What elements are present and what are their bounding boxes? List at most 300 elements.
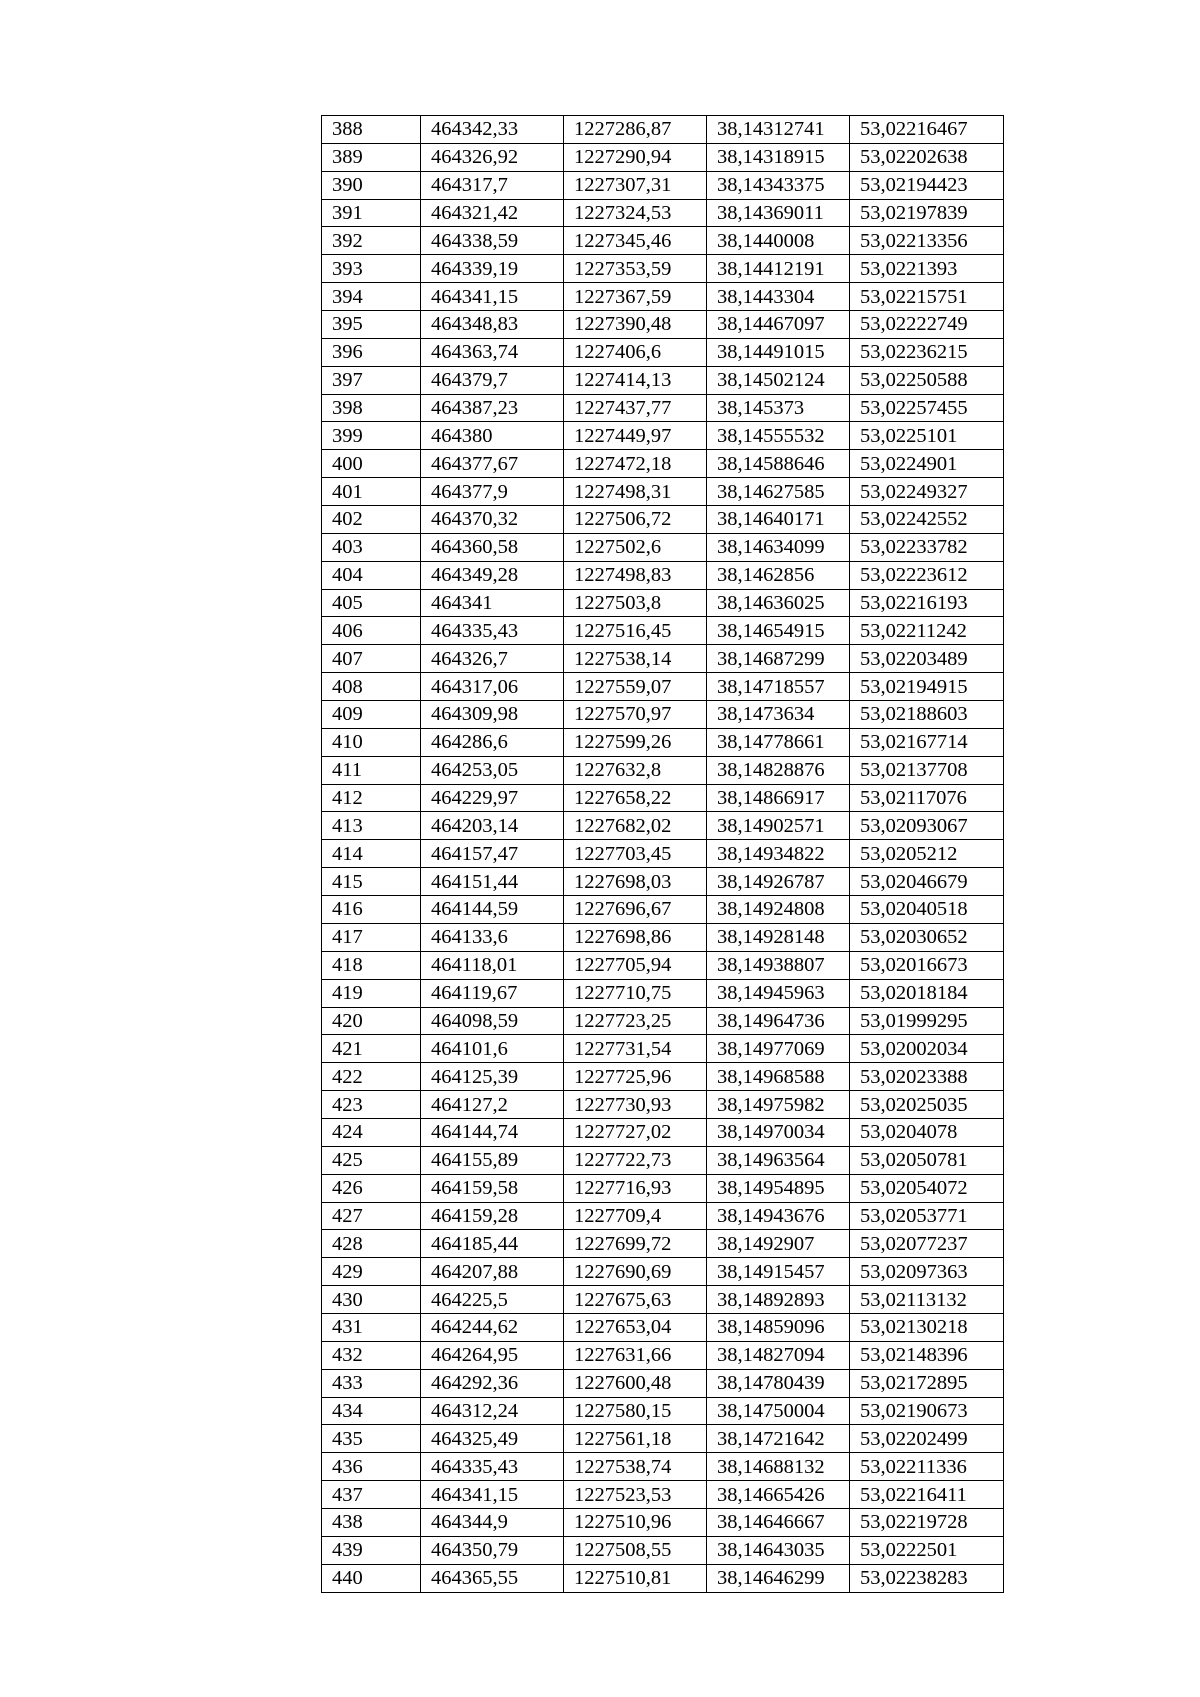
longitude-cell: 38,14902571 bbox=[707, 812, 850, 840]
x-coordinate-cell: 464317,7 bbox=[421, 171, 564, 199]
y-coordinate-cell: 1227506,72 bbox=[564, 506, 707, 534]
longitude-cell: 38,14778661 bbox=[707, 728, 850, 756]
longitude-cell: 38,14640171 bbox=[707, 506, 850, 534]
latitude-cell: 53,02223612 bbox=[850, 561, 1004, 589]
longitude-cell: 38,1473634 bbox=[707, 701, 850, 729]
latitude-cell: 53,0225101 bbox=[850, 422, 1004, 450]
point-number-cell: 412 bbox=[322, 784, 421, 812]
table-row bbox=[322, 533, 1004, 561]
point-number-cell: 397 bbox=[322, 366, 421, 394]
table-row bbox=[322, 1369, 1004, 1397]
y-coordinate-cell: 1227307,31 bbox=[564, 171, 707, 199]
y-coordinate-cell: 1227705,94 bbox=[564, 951, 707, 979]
y-coordinate-cell: 1227658,22 bbox=[564, 784, 707, 812]
table-row bbox=[322, 1118, 1004, 1146]
longitude-cell: 38,14318915 bbox=[707, 143, 850, 171]
x-coordinate-cell: 464203,14 bbox=[421, 812, 564, 840]
x-coordinate-cell: 464157,47 bbox=[421, 840, 564, 868]
longitude-cell: 38,14975982 bbox=[707, 1091, 850, 1119]
table-row bbox=[322, 1286, 1004, 1314]
latitude-cell: 53,02213356 bbox=[850, 227, 1004, 255]
table-row bbox=[322, 1091, 1004, 1119]
point-number-cell: 438 bbox=[322, 1508, 421, 1536]
y-coordinate-cell: 1227561,18 bbox=[564, 1425, 707, 1453]
latitude-cell: 53,02203489 bbox=[850, 645, 1004, 673]
latitude-cell: 53,02190673 bbox=[850, 1397, 1004, 1425]
latitude-cell: 53,02216467 bbox=[850, 116, 1004, 144]
table-row bbox=[322, 1174, 1004, 1202]
longitude-cell: 38,14343375 bbox=[707, 171, 850, 199]
y-coordinate-cell: 1227690,69 bbox=[564, 1258, 707, 1286]
y-coordinate-cell: 1227675,63 bbox=[564, 1286, 707, 1314]
longitude-cell: 38,14643035 bbox=[707, 1536, 850, 1564]
longitude-cell: 38,14718557 bbox=[707, 673, 850, 701]
x-coordinate-cell: 464292,36 bbox=[421, 1369, 564, 1397]
x-coordinate-cell: 464317,06 bbox=[421, 673, 564, 701]
point-number-cell: 405 bbox=[322, 589, 421, 617]
table-row bbox=[322, 506, 1004, 534]
latitude-cell: 53,02053771 bbox=[850, 1202, 1004, 1230]
coordinates-table bbox=[321, 115, 1004, 1593]
table-row bbox=[322, 227, 1004, 255]
point-number-cell: 427 bbox=[322, 1202, 421, 1230]
x-coordinate-cell: 464207,88 bbox=[421, 1258, 564, 1286]
point-number-cell: 389 bbox=[322, 143, 421, 171]
latitude-cell: 53,02137708 bbox=[850, 756, 1004, 784]
point-number-cell: 407 bbox=[322, 645, 421, 673]
y-coordinate-cell: 1227286,87 bbox=[564, 116, 707, 144]
point-number-cell: 437 bbox=[322, 1481, 421, 1509]
longitude-cell: 38,14827094 bbox=[707, 1341, 850, 1369]
point-number-cell: 401 bbox=[322, 478, 421, 506]
y-coordinate-cell: 1227472,18 bbox=[564, 450, 707, 478]
y-coordinate-cell: 1227406,6 bbox=[564, 338, 707, 366]
latitude-cell: 53,02093067 bbox=[850, 812, 1004, 840]
x-coordinate-cell: 464321,42 bbox=[421, 199, 564, 227]
point-number-cell: 422 bbox=[322, 1063, 421, 1091]
y-coordinate-cell: 1227653,04 bbox=[564, 1313, 707, 1341]
longitude-cell: 38,14555532 bbox=[707, 422, 850, 450]
x-coordinate-cell: 464253,05 bbox=[421, 756, 564, 784]
table-row bbox=[322, 143, 1004, 171]
table-row bbox=[322, 338, 1004, 366]
x-coordinate-cell: 464151,44 bbox=[421, 868, 564, 896]
y-coordinate-cell: 1227699,72 bbox=[564, 1230, 707, 1258]
table-row bbox=[322, 422, 1004, 450]
point-number-cell: 411 bbox=[322, 756, 421, 784]
point-number-cell: 414 bbox=[322, 840, 421, 868]
table-row bbox=[322, 840, 1004, 868]
longitude-cell: 38,1462856 bbox=[707, 561, 850, 589]
longitude-cell: 38,14780439 bbox=[707, 1369, 850, 1397]
y-coordinate-cell: 1227631,66 bbox=[564, 1341, 707, 1369]
x-coordinate-cell: 464309,98 bbox=[421, 701, 564, 729]
y-coordinate-cell: 1227503,8 bbox=[564, 589, 707, 617]
point-number-cell: 402 bbox=[322, 506, 421, 534]
x-coordinate-cell: 464101,6 bbox=[421, 1035, 564, 1063]
point-number-cell: 421 bbox=[322, 1035, 421, 1063]
point-number-cell: 433 bbox=[322, 1369, 421, 1397]
y-coordinate-cell: 1227538,74 bbox=[564, 1453, 707, 1481]
y-coordinate-cell: 1227498,83 bbox=[564, 561, 707, 589]
table-row bbox=[322, 589, 1004, 617]
latitude-cell: 53,02211242 bbox=[850, 617, 1004, 645]
y-coordinate-cell: 1227345,46 bbox=[564, 227, 707, 255]
longitude-cell: 38,14964736 bbox=[707, 1007, 850, 1035]
point-number-cell: 415 bbox=[322, 868, 421, 896]
point-number-cell: 410 bbox=[322, 728, 421, 756]
longitude-cell: 38,14646667 bbox=[707, 1508, 850, 1536]
y-coordinate-cell: 1227727,02 bbox=[564, 1118, 707, 1146]
x-coordinate-cell: 464348,83 bbox=[421, 311, 564, 339]
latitude-cell: 53,02222749 bbox=[850, 311, 1004, 339]
y-coordinate-cell: 1227600,48 bbox=[564, 1369, 707, 1397]
latitude-cell: 53,02216411 bbox=[850, 1481, 1004, 1509]
longitude-cell: 38,14646299 bbox=[707, 1564, 850, 1592]
table-row bbox=[322, 1564, 1004, 1592]
latitude-cell: 53,02202499 bbox=[850, 1425, 1004, 1453]
x-coordinate-cell: 464118,01 bbox=[421, 951, 564, 979]
point-number-cell: 399 bbox=[322, 422, 421, 450]
latitude-cell: 53,02148396 bbox=[850, 1341, 1004, 1369]
y-coordinate-cell: 1227696,67 bbox=[564, 896, 707, 924]
latitude-cell: 53,02113132 bbox=[850, 1286, 1004, 1314]
table-row bbox=[322, 1202, 1004, 1230]
x-coordinate-cell: 464335,43 bbox=[421, 617, 564, 645]
point-number-cell: 440 bbox=[322, 1564, 421, 1592]
longitude-cell: 38,14636025 bbox=[707, 589, 850, 617]
table-row bbox=[322, 868, 1004, 896]
latitude-cell: 53,02023388 bbox=[850, 1063, 1004, 1091]
longitude-cell: 38,14412191 bbox=[707, 255, 850, 283]
latitude-cell: 53,02016673 bbox=[850, 951, 1004, 979]
x-coordinate-cell: 464144,74 bbox=[421, 1118, 564, 1146]
table-row bbox=[322, 366, 1004, 394]
table-row bbox=[322, 1258, 1004, 1286]
point-number-cell: 429 bbox=[322, 1258, 421, 1286]
x-coordinate-cell: 464344,9 bbox=[421, 1508, 564, 1536]
x-coordinate-cell: 464185,44 bbox=[421, 1230, 564, 1258]
x-coordinate-cell: 464312,24 bbox=[421, 1397, 564, 1425]
latitude-cell: 53,02219728 bbox=[850, 1508, 1004, 1536]
y-coordinate-cell: 1227716,93 bbox=[564, 1174, 707, 1202]
latitude-cell: 53,02097363 bbox=[850, 1258, 1004, 1286]
y-coordinate-cell: 1227725,96 bbox=[564, 1063, 707, 1091]
point-number-cell: 432 bbox=[322, 1341, 421, 1369]
point-number-cell: 417 bbox=[322, 923, 421, 951]
table-row bbox=[322, 673, 1004, 701]
longitude-cell: 38,14369011 bbox=[707, 199, 850, 227]
latitude-cell: 53,02194915 bbox=[850, 673, 1004, 701]
x-coordinate-cell: 464229,97 bbox=[421, 784, 564, 812]
coordinates-table-body bbox=[322, 116, 1004, 1593]
x-coordinate-cell: 464341 bbox=[421, 589, 564, 617]
y-coordinate-cell: 1227437,77 bbox=[564, 394, 707, 422]
point-number-cell: 403 bbox=[322, 533, 421, 561]
point-number-cell: 393 bbox=[322, 255, 421, 283]
latitude-cell: 53,02236215 bbox=[850, 338, 1004, 366]
latitude-cell: 53,02215751 bbox=[850, 283, 1004, 311]
latitude-cell: 53,02167714 bbox=[850, 728, 1004, 756]
y-coordinate-cell: 1227498,31 bbox=[564, 478, 707, 506]
point-number-cell: 420 bbox=[322, 1007, 421, 1035]
point-number-cell: 428 bbox=[322, 1230, 421, 1258]
x-coordinate-cell: 464119,67 bbox=[421, 979, 564, 1007]
y-coordinate-cell: 1227516,45 bbox=[564, 617, 707, 645]
latitude-cell: 53,02030652 bbox=[850, 923, 1004, 951]
table-row bbox=[322, 728, 1004, 756]
table-row bbox=[322, 1313, 1004, 1341]
point-number-cell: 406 bbox=[322, 617, 421, 645]
point-number-cell: 424 bbox=[322, 1118, 421, 1146]
table-row bbox=[322, 923, 1004, 951]
table-row bbox=[322, 311, 1004, 339]
x-coordinate-cell: 464370,32 bbox=[421, 506, 564, 534]
y-coordinate-cell: 1227324,53 bbox=[564, 199, 707, 227]
table-row bbox=[322, 1007, 1004, 1035]
x-coordinate-cell: 464360,58 bbox=[421, 533, 564, 561]
latitude-cell: 53,0204078 bbox=[850, 1118, 1004, 1146]
table-row bbox=[322, 450, 1004, 478]
longitude-cell: 38,14945963 bbox=[707, 979, 850, 1007]
x-coordinate-cell: 464339,19 bbox=[421, 255, 564, 283]
longitude-cell: 38,14665426 bbox=[707, 1481, 850, 1509]
x-coordinate-cell: 464133,6 bbox=[421, 923, 564, 951]
table-row bbox=[322, 1146, 1004, 1174]
longitude-cell: 38,14467097 bbox=[707, 311, 850, 339]
point-number-cell: 391 bbox=[322, 199, 421, 227]
longitude-cell: 38,14828876 bbox=[707, 756, 850, 784]
table-row bbox=[322, 1481, 1004, 1509]
latitude-cell: 53,02238283 bbox=[850, 1564, 1004, 1592]
y-coordinate-cell: 1227353,59 bbox=[564, 255, 707, 283]
latitude-cell: 53,02077237 bbox=[850, 1230, 1004, 1258]
y-coordinate-cell: 1227502,6 bbox=[564, 533, 707, 561]
x-coordinate-cell: 464335,43 bbox=[421, 1453, 564, 1481]
x-coordinate-cell: 464326,7 bbox=[421, 645, 564, 673]
x-coordinate-cell: 464341,15 bbox=[421, 283, 564, 311]
x-coordinate-cell: 464159,58 bbox=[421, 1174, 564, 1202]
table-row bbox=[322, 394, 1004, 422]
y-coordinate-cell: 1227703,45 bbox=[564, 840, 707, 868]
longitude-cell: 38,14938807 bbox=[707, 951, 850, 979]
table-row bbox=[322, 171, 1004, 199]
latitude-cell: 53,0224901 bbox=[850, 450, 1004, 478]
x-coordinate-cell: 464380 bbox=[421, 422, 564, 450]
point-number-cell: 398 bbox=[322, 394, 421, 422]
x-coordinate-cell: 464225,5 bbox=[421, 1286, 564, 1314]
x-coordinate-cell: 464349,28 bbox=[421, 561, 564, 589]
latitude-cell: 53,02257455 bbox=[850, 394, 1004, 422]
y-coordinate-cell: 1227570,97 bbox=[564, 701, 707, 729]
table-row bbox=[322, 1425, 1004, 1453]
latitude-cell: 53,02242552 bbox=[850, 506, 1004, 534]
x-coordinate-cell: 464098,59 bbox=[421, 1007, 564, 1035]
table-row bbox=[322, 283, 1004, 311]
y-coordinate-cell: 1227538,14 bbox=[564, 645, 707, 673]
latitude-cell: 53,02233782 bbox=[850, 533, 1004, 561]
longitude-cell: 38,14654915 bbox=[707, 617, 850, 645]
x-coordinate-cell: 464325,49 bbox=[421, 1425, 564, 1453]
y-coordinate-cell: 1227580,15 bbox=[564, 1397, 707, 1425]
longitude-cell: 38,14977069 bbox=[707, 1035, 850, 1063]
x-coordinate-cell: 464387,23 bbox=[421, 394, 564, 422]
latitude-cell: 53,02002034 bbox=[850, 1035, 1004, 1063]
table-row bbox=[322, 561, 1004, 589]
y-coordinate-cell: 1227599,26 bbox=[564, 728, 707, 756]
longitude-cell: 38,1440008 bbox=[707, 227, 850, 255]
y-coordinate-cell: 1227508,55 bbox=[564, 1536, 707, 1564]
x-coordinate-cell: 464377,67 bbox=[421, 450, 564, 478]
point-number-cell: 404 bbox=[322, 561, 421, 589]
latitude-cell: 53,02249327 bbox=[850, 478, 1004, 506]
longitude-cell: 38,145373 bbox=[707, 394, 850, 422]
longitude-cell: 38,14943676 bbox=[707, 1202, 850, 1230]
table-row bbox=[322, 784, 1004, 812]
y-coordinate-cell: 1227559,07 bbox=[564, 673, 707, 701]
point-number-cell: 394 bbox=[322, 283, 421, 311]
table-row bbox=[322, 1341, 1004, 1369]
x-coordinate-cell: 464159,28 bbox=[421, 1202, 564, 1230]
x-coordinate-cell: 464379,7 bbox=[421, 366, 564, 394]
point-number-cell: 418 bbox=[322, 951, 421, 979]
point-number-cell: 426 bbox=[322, 1174, 421, 1202]
table-row bbox=[322, 979, 1004, 1007]
table-row bbox=[322, 701, 1004, 729]
latitude-cell: 53,02117076 bbox=[850, 784, 1004, 812]
table-row bbox=[322, 896, 1004, 924]
latitude-cell: 53,02216193 bbox=[850, 589, 1004, 617]
longitude-cell: 38,14634099 bbox=[707, 533, 850, 561]
y-coordinate-cell: 1227682,02 bbox=[564, 812, 707, 840]
point-number-cell: 396 bbox=[322, 338, 421, 366]
longitude-cell: 38,14928148 bbox=[707, 923, 850, 951]
longitude-cell: 38,14721642 bbox=[707, 1425, 850, 1453]
y-coordinate-cell: 1227449,97 bbox=[564, 422, 707, 450]
latitude-cell: 53,0222501 bbox=[850, 1536, 1004, 1564]
latitude-cell: 53,02054072 bbox=[850, 1174, 1004, 1202]
longitude-cell: 38,14502124 bbox=[707, 366, 850, 394]
x-coordinate-cell: 464286,6 bbox=[421, 728, 564, 756]
latitude-cell: 53,02250588 bbox=[850, 366, 1004, 394]
longitude-cell: 38,14627585 bbox=[707, 478, 850, 506]
y-coordinate-cell: 1227723,25 bbox=[564, 1007, 707, 1035]
table-row bbox=[322, 1397, 1004, 1425]
longitude-cell: 38,1492907 bbox=[707, 1230, 850, 1258]
x-coordinate-cell: 464326,92 bbox=[421, 143, 564, 171]
y-coordinate-cell: 1227510,96 bbox=[564, 1508, 707, 1536]
longitude-cell: 38,14687299 bbox=[707, 645, 850, 673]
point-number-cell: 436 bbox=[322, 1453, 421, 1481]
longitude-cell: 38,14934822 bbox=[707, 840, 850, 868]
point-number-cell: 390 bbox=[322, 171, 421, 199]
longitude-cell: 38,14970034 bbox=[707, 1118, 850, 1146]
table-row bbox=[322, 199, 1004, 227]
latitude-cell: 53,02211336 bbox=[850, 1453, 1004, 1481]
y-coordinate-cell: 1227731,54 bbox=[564, 1035, 707, 1063]
table-row bbox=[322, 617, 1004, 645]
y-coordinate-cell: 1227710,75 bbox=[564, 979, 707, 1007]
latitude-cell: 53,02130218 bbox=[850, 1313, 1004, 1341]
table-row bbox=[322, 645, 1004, 673]
table-row bbox=[322, 1453, 1004, 1481]
y-coordinate-cell: 1227709,4 bbox=[564, 1202, 707, 1230]
point-number-cell: 416 bbox=[322, 896, 421, 924]
longitude-cell: 38,14588646 bbox=[707, 450, 850, 478]
x-coordinate-cell: 464338,59 bbox=[421, 227, 564, 255]
x-coordinate-cell: 464155,89 bbox=[421, 1146, 564, 1174]
x-coordinate-cell: 464244,62 bbox=[421, 1313, 564, 1341]
latitude-cell: 53,02197839 bbox=[850, 199, 1004, 227]
longitude-cell: 38,14968588 bbox=[707, 1063, 850, 1091]
longitude-cell: 38,14924808 bbox=[707, 896, 850, 924]
x-coordinate-cell: 464144,59 bbox=[421, 896, 564, 924]
point-number-cell: 425 bbox=[322, 1146, 421, 1174]
point-number-cell: 419 bbox=[322, 979, 421, 1007]
longitude-cell: 38,14312741 bbox=[707, 116, 850, 144]
y-coordinate-cell: 1227730,93 bbox=[564, 1091, 707, 1119]
x-coordinate-cell: 464365,55 bbox=[421, 1564, 564, 1592]
table-row bbox=[322, 812, 1004, 840]
x-coordinate-cell: 464125,39 bbox=[421, 1063, 564, 1091]
y-coordinate-cell: 1227722,73 bbox=[564, 1146, 707, 1174]
latitude-cell: 53,0205212 bbox=[850, 840, 1004, 868]
point-number-cell: 392 bbox=[322, 227, 421, 255]
y-coordinate-cell: 1227523,53 bbox=[564, 1481, 707, 1509]
y-coordinate-cell: 1227510,81 bbox=[564, 1564, 707, 1592]
latitude-cell: 53,02202638 bbox=[850, 143, 1004, 171]
latitude-cell: 53,01999295 bbox=[850, 1007, 1004, 1035]
y-coordinate-cell: 1227632,8 bbox=[564, 756, 707, 784]
latitude-cell: 53,02018184 bbox=[850, 979, 1004, 1007]
point-number-cell: 423 bbox=[322, 1091, 421, 1119]
table-row bbox=[322, 756, 1004, 784]
x-coordinate-cell: 464342,33 bbox=[421, 116, 564, 144]
x-coordinate-cell: 464264,95 bbox=[421, 1341, 564, 1369]
latitude-cell: 53,02172895 bbox=[850, 1369, 1004, 1397]
table-row bbox=[322, 255, 1004, 283]
x-coordinate-cell: 464350,79 bbox=[421, 1536, 564, 1564]
latitude-cell: 53,02050781 bbox=[850, 1146, 1004, 1174]
y-coordinate-cell: 1227698,03 bbox=[564, 868, 707, 896]
latitude-cell: 53,02194423 bbox=[850, 171, 1004, 199]
table-row bbox=[322, 1063, 1004, 1091]
longitude-cell: 38,14915457 bbox=[707, 1258, 850, 1286]
longitude-cell: 38,14859096 bbox=[707, 1313, 850, 1341]
x-coordinate-cell: 464363,74 bbox=[421, 338, 564, 366]
longitude-cell: 38,14926787 bbox=[707, 868, 850, 896]
x-coordinate-cell: 464127,2 bbox=[421, 1091, 564, 1119]
point-number-cell: 400 bbox=[322, 450, 421, 478]
point-number-cell: 430 bbox=[322, 1286, 421, 1314]
latitude-cell: 53,02025035 bbox=[850, 1091, 1004, 1119]
y-coordinate-cell: 1227698,86 bbox=[564, 923, 707, 951]
table-row bbox=[322, 1536, 1004, 1564]
longitude-cell: 38,14491015 bbox=[707, 338, 850, 366]
point-number-cell: 434 bbox=[322, 1397, 421, 1425]
table-row bbox=[322, 1508, 1004, 1536]
y-coordinate-cell: 1227290,94 bbox=[564, 143, 707, 171]
point-number-cell: 388 bbox=[322, 116, 421, 144]
y-coordinate-cell: 1227367,59 bbox=[564, 283, 707, 311]
longitude-cell: 38,14750004 bbox=[707, 1397, 850, 1425]
table-row bbox=[322, 116, 1004, 144]
point-number-cell: 431 bbox=[322, 1313, 421, 1341]
longitude-cell: 38,14963564 bbox=[707, 1146, 850, 1174]
point-number-cell: 395 bbox=[322, 311, 421, 339]
latitude-cell: 53,02040518 bbox=[850, 896, 1004, 924]
x-coordinate-cell: 464377,9 bbox=[421, 478, 564, 506]
